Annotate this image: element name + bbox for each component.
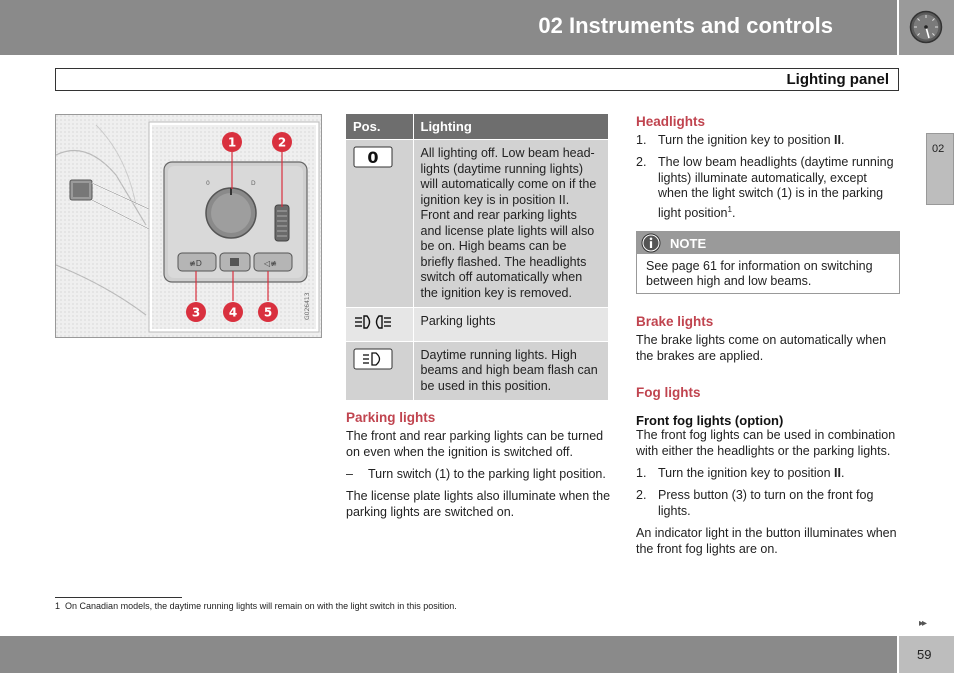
- parking-step-text: Turn switch (1) to the parking light position.: [368, 467, 606, 481]
- ignition-position: II: [834, 466, 841, 480]
- table-row: [346, 308, 608, 342]
- svg-text:2: 2: [277, 135, 287, 150]
- lighting-panel-illustration: [56, 115, 322, 338]
- parking-step: [346, 467, 611, 483]
- svg-text:≢D: ≢D: [189, 259, 202, 268]
- headlights-step-1: [636, 133, 900, 149]
- table-row: [346, 341, 608, 400]
- note-label: NOTE: [670, 236, 707, 251]
- step-number: 1.: [636, 466, 647, 480]
- parking-lights-text: The front and rear parking lights can be turned on even when the ignition is switched off.: [346, 429, 604, 459]
- note-header: [637, 232, 899, 254]
- table-cell-lighting: Parking lights: [413, 308, 608, 342]
- col-header-pos: Pos.: [346, 114, 413, 140]
- step-text-end: .: [731, 205, 736, 220]
- note-text: See page 61 for information on switching between high and low beams.: [646, 259, 873, 288]
- footer-bar: [0, 636, 897, 673]
- step-text-part: Turn the ignition key to position: [658, 466, 835, 480]
- section-title: Lighting panel: [786, 71, 889, 88]
- parking-lights-heading: Parking lights: [346, 410, 436, 425]
- front-fog-text: The front fog lights can be used in combination with either the headlights or the parking lights.: [636, 428, 896, 458]
- table-cell-lighting: All lighting off. Low beam head-lights (daytime running lights) will automatically come on if the ignition key is in position II. Front and rear parking lights and license plate lights will also be on. High beams can be briefly flashed. The headlights switch off automatically when the ignition key is removed.: [413, 140, 608, 308]
- brake-lights-heading: Brake lights: [636, 314, 714, 329]
- header-bar: [0, 0, 897, 55]
- info-icon: [641, 233, 661, 253]
- col-header-lighting: Lighting: [413, 114, 608, 140]
- step-text: [658, 133, 844, 149]
- chapter-title: 02 Instruments and controls: [538, 13, 833, 38]
- fog-indicator-text: An indicator light in the button illuminates when the front fog lights are on.: [636, 526, 897, 556]
- chapter-tab[interactable]: [926, 133, 954, 205]
- footnote-ref[interactable]: 1: [727, 204, 732, 214]
- position-zero-icon: [353, 146, 393, 168]
- step-text: [658, 155, 900, 221]
- speedometer-icon: [909, 10, 943, 44]
- parking-lights-icon: [353, 314, 393, 330]
- step-number: 2.: [636, 488, 647, 502]
- next-page-arrows-icon[interactable]: ▸▸: [919, 618, 926, 629]
- step-text-end: .: [840, 466, 845, 480]
- headlight-icon: [353, 348, 393, 370]
- callout-1: [222, 132, 242, 152]
- callout-2: [272, 132, 292, 152]
- step-text-part: Turn the ignition key to position: [658, 133, 835, 147]
- chapter-tab-label: 02: [932, 143, 945, 155]
- step-number: 2.: [636, 155, 647, 169]
- section-title-box: [55, 68, 899, 91]
- step-text: [658, 466, 844, 482]
- license-plate-text: The license plate lights also illuminate when the parking lights are switched on.: [346, 489, 611, 519]
- fog-step-1: [636, 466, 900, 482]
- svg-text:5: 5: [263, 305, 273, 320]
- headlights-heading: Headlights: [636, 114, 706, 129]
- lighting-panel-figure: [55, 114, 322, 338]
- fog-lights-heading: Fog lights: [636, 385, 701, 400]
- footnote-number: 1: [55, 601, 61, 611]
- front-fog-subheading: Front fog lights (option): [636, 413, 784, 428]
- svg-text:◁≢: ◁≢: [264, 259, 277, 268]
- fog-step-2: [636, 488, 900, 520]
- step-text-part: The low beam headlights (daytime running lights) illuminate automatically, except when the light switch (1) is in the parking light position: [658, 155, 894, 220]
- callout-4: [223, 302, 243, 322]
- headlights-step-2: [636, 155, 900, 219]
- table-cell-lighting: Daytime running lights. High beams and high beam flash can be used in this position.: [413, 341, 608, 400]
- footnote-rule: [55, 597, 182, 598]
- svg-text:4: 4: [228, 305, 238, 320]
- footnote-text: On Canadian models, the daytime running lights will remain on with the light switch in this position.: [65, 601, 457, 611]
- page-number-box: [899, 636, 954, 673]
- callout-5: [258, 302, 278, 322]
- svg-text:D: D: [251, 180, 256, 187]
- step-text-end: .: [840, 133, 845, 147]
- header-icon-box: [899, 0, 954, 55]
- figure-code: G026413: [304, 292, 311, 320]
- step-number: 1.: [636, 133, 647, 147]
- svg-text:3: 3: [191, 305, 201, 320]
- table-row: [346, 140, 608, 308]
- ignition-position: II: [834, 133, 841, 147]
- svg-text:0: 0: [206, 180, 210, 187]
- brake-lights-text: The brake lights come on automatically when the brakes are applied.: [636, 333, 887, 363]
- note-box: [636, 231, 900, 294]
- footnote: [55, 601, 457, 611]
- page-number: 59: [917, 647, 932, 662]
- svg-text:0: 0: [367, 148, 379, 167]
- svg-text:1: 1: [227, 135, 237, 150]
- dash-bullet: –: [346, 467, 353, 481]
- lighting-table: [346, 114, 608, 400]
- callout-3: [186, 302, 206, 322]
- step-text: Press button (3) to turn on the front fog lights.: [658, 488, 874, 518]
